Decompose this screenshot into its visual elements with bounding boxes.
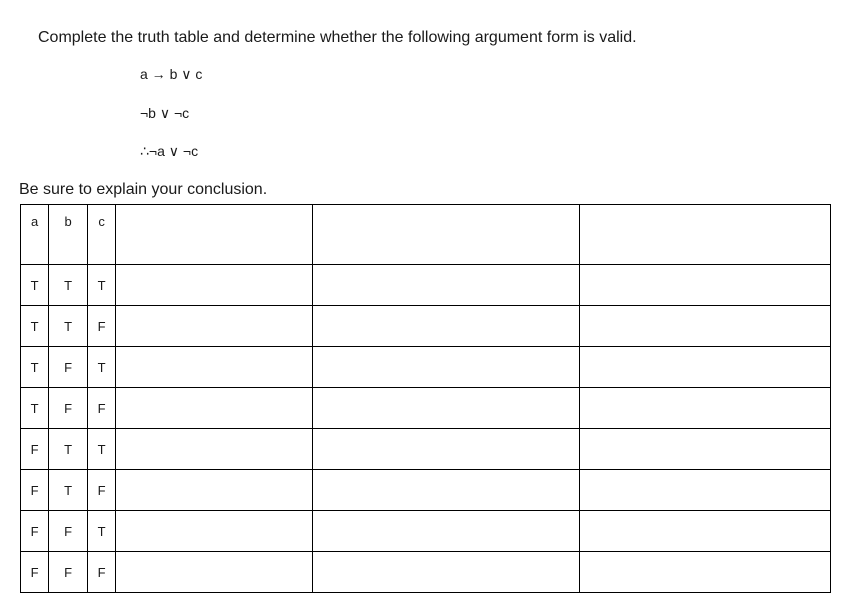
header-cell-a: a [21,205,49,265]
blank-cell[interactable] [116,470,313,511]
table-row [21,552,831,593]
cell-a: F [21,470,49,511]
cell-a: T [21,306,49,347]
blank-cell[interactable] [312,552,579,593]
cell-c: T [87,511,115,552]
cell-c: T [87,265,115,306]
header-cell-blank-1[interactable] [116,205,313,265]
cell-b: F [49,511,88,552]
header-cell-b: b [49,205,88,265]
cell-c: F [87,552,115,593]
table-row [21,511,831,552]
cell-b: T [49,429,88,470]
blank-cell[interactable] [579,388,830,429]
blank-cell[interactable] [116,552,313,593]
table-row [21,265,831,306]
table-row [21,429,831,470]
conclusion: ∴¬a ∨ ¬c [140,143,199,159]
table-row [21,470,831,511]
cell-a: F [21,552,49,593]
blank-cell[interactable] [579,265,830,306]
blank-cell[interactable] [116,265,313,306]
cell-a: T [21,265,49,306]
premise-2: ¬b ∨ ¬c [140,105,190,121]
blank-cell[interactable] [312,511,579,552]
blank-cell[interactable] [312,429,579,470]
cell-c: F [87,470,115,511]
blank-cell[interactable] [579,470,830,511]
cell-c: F [87,306,115,347]
table-row [21,306,831,347]
cell-c: T [87,347,115,388]
premise-1: a → b ∨ c [140,66,203,82]
header-cell-c: c [87,205,115,265]
header-cell-blank-2[interactable] [312,205,579,265]
blank-cell[interactable] [579,552,830,593]
cell-b: F [49,388,88,429]
blank-cell[interactable] [116,511,313,552]
instruction-text: Complete the truth table and determine whether the following argument form is valid. [38,29,637,46]
cell-b: T [49,470,88,511]
truth-table [20,204,831,593]
cell-a: F [21,429,49,470]
cell-a: T [21,388,49,429]
blank-cell[interactable] [312,388,579,429]
blank-cell[interactable] [579,347,830,388]
blank-cell[interactable] [312,347,579,388]
blank-cell[interactable] [312,306,579,347]
blank-cell[interactable] [312,265,579,306]
cell-c: F [87,388,115,429]
blank-cell[interactable] [579,306,830,347]
blank-cell[interactable] [116,306,313,347]
cell-a: F [21,511,49,552]
blank-cell[interactable] [116,347,313,388]
cell-c: T [87,429,115,470]
cell-b: F [49,347,88,388]
table-row [21,388,831,429]
table-row [21,347,831,388]
blank-cell[interactable] [579,429,830,470]
table-header-row [21,205,831,265]
blank-cell[interactable] [116,429,313,470]
explain-instruction: Be sure to explain your conclusion. [19,181,268,198]
header-cell-blank-3[interactable] [579,205,830,265]
blank-cell[interactable] [312,470,579,511]
cell-b: T [49,306,88,347]
blank-cell[interactable] [579,511,830,552]
cell-a: T [21,347,49,388]
cell-b: F [49,552,88,593]
cell-b: T [49,265,88,306]
blank-cell[interactable] [116,388,313,429]
